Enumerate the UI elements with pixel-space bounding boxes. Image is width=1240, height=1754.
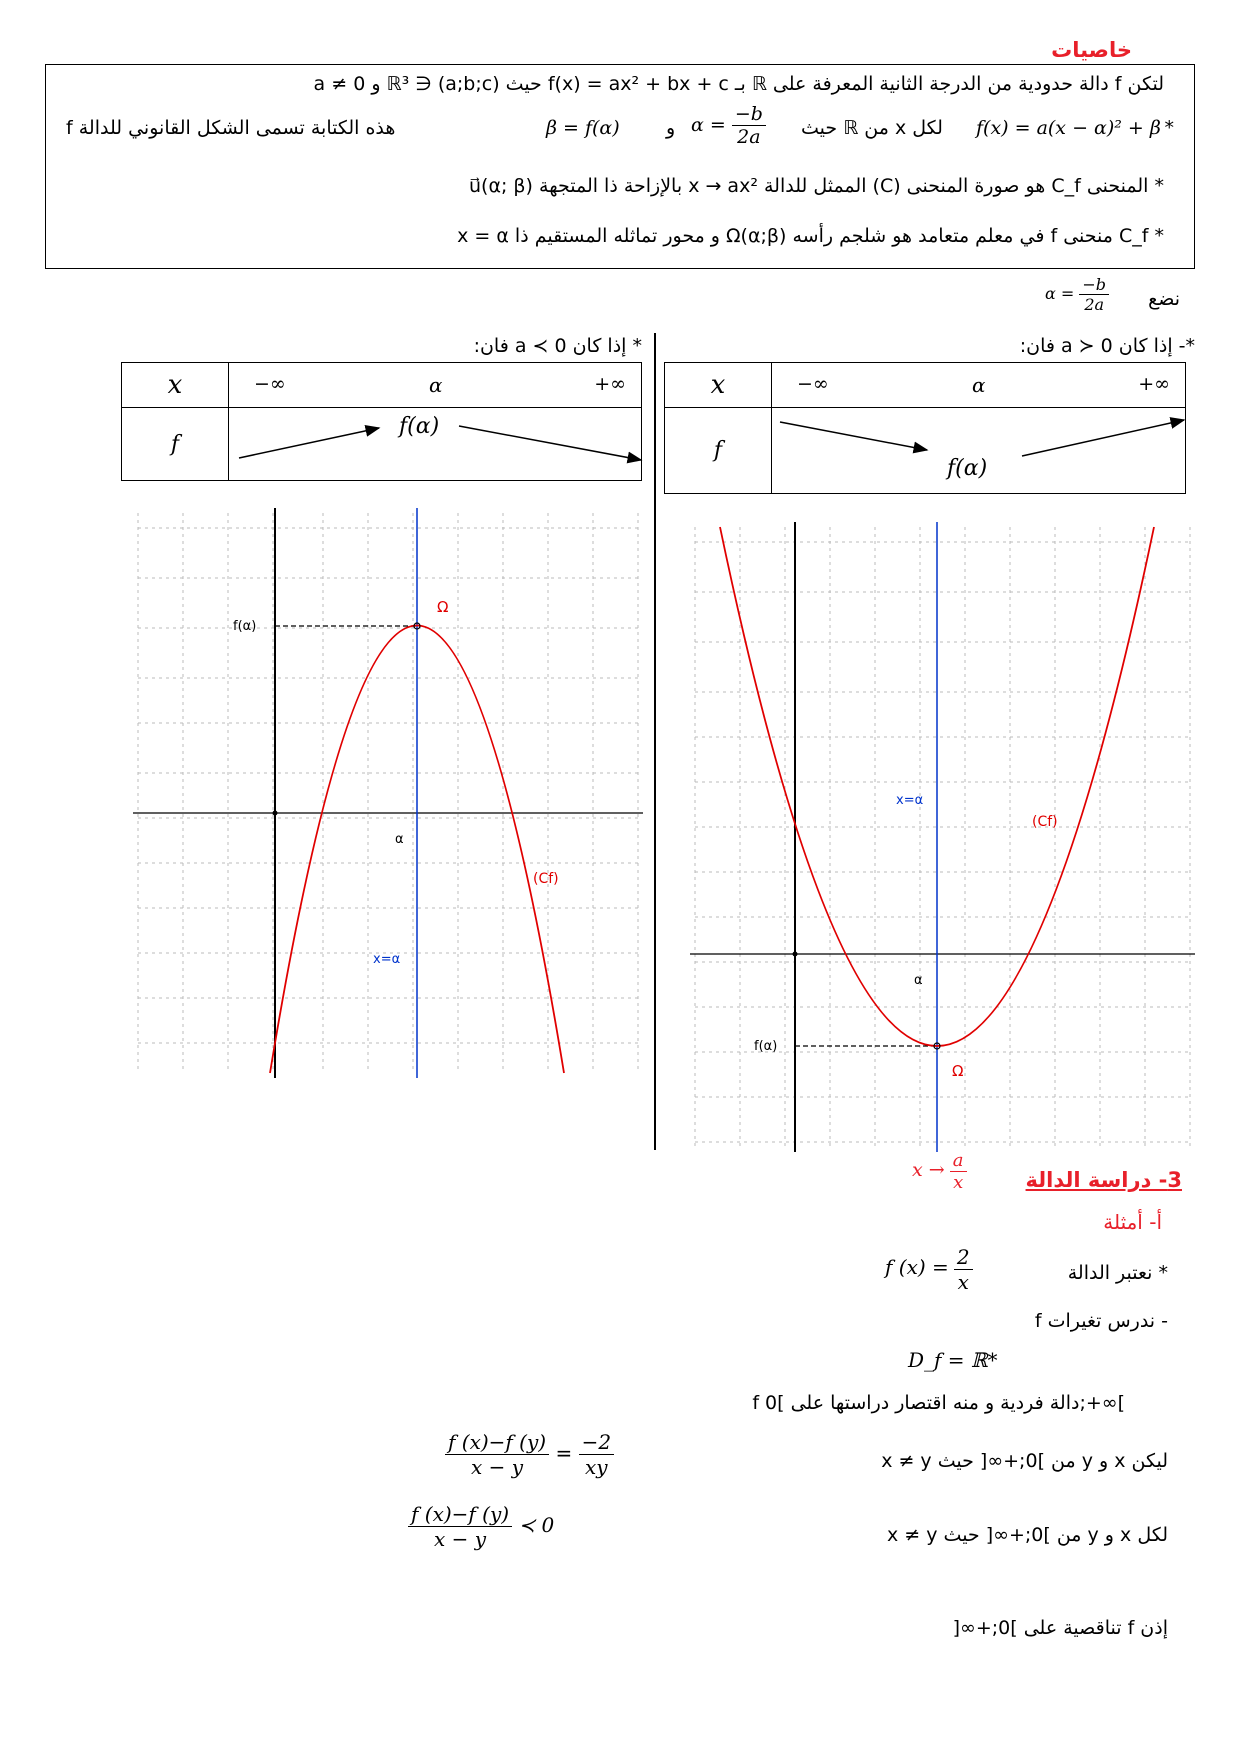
beta-def: β = f(α): [546, 117, 620, 139]
variation-table-negative: [121, 362, 642, 481]
table-x-header: x: [665, 363, 772, 408]
graph-f-alpha-label: f(α): [233, 619, 257, 634]
minus-infinity: −∞: [797, 373, 829, 395]
graph-curve-label: (Cf): [1032, 814, 1058, 830]
section-title: خاصيات: [1051, 38, 1132, 62]
property-line-1: لتكن f دالة حدودية من الدرجة الثانية المعرفة على ℝ بـ f(x) = ax² + bx + c حيث (a;b;c) ∈ ℝ³ و a ≠ 0: [313, 73, 1164, 95]
examples-heading: أ- أمثلة: [1103, 1210, 1162, 1234]
star: *: [1164, 117, 1174, 139]
consider-text: * نعتبر الدالة: [1067, 1262, 1168, 1284]
properties-box: [45, 64, 1195, 269]
table-alpha: α: [429, 373, 443, 397]
table-f-header: f: [665, 408, 772, 494]
for-all-text: لكل x من ℝ حيث: [801, 117, 943, 139]
graph-alpha-label: α: [914, 973, 923, 988]
forall-text: لكل x و y من ]0;+∞[ حيث x ≠ y: [887, 1524, 1168, 1546]
case-positive-label: *- إذا كان a ≻ 0 فان:: [1019, 335, 1195, 357]
table-alpha: α: [972, 373, 986, 397]
part3-title: 3- دراسة الدالة: [1025, 1168, 1182, 1192]
case-negative-label: * إذا كان a ≺ 0 فان:: [473, 335, 642, 357]
alpha-def: α = $\frac{-b}{2a}$: [691, 103, 766, 148]
and-word: و: [666, 117, 676, 139]
canonical-text: هذه الكتابة تسمى الشكل القانوني للدالة f: [66, 117, 396, 139]
conclusion-text: إذن f تناقصية على ]0;+∞[: [952, 1617, 1168, 1639]
graph-f-alpha-label: f(α): [754, 1039, 778, 1054]
graph-omega-label: Ω: [952, 1062, 964, 1080]
graph-curve-label: (Cf): [533, 871, 559, 887]
property-line-2: [66, 103, 1174, 148]
plus-infinity: +∞: [1138, 373, 1170, 395]
table-f-alpha: f(α): [947, 456, 988, 481]
rate-of-change: $\frac{f (x)-f (y)}{x - y}$ = $\frac{-2}{xy}$: [445, 1430, 614, 1479]
f-definition: f (x) = $\frac{2}{x}$: [885, 1245, 973, 1294]
rate-negative: $\frac{f (x)-f (y)}{x - y}$ ≺ 0: [408, 1502, 554, 1551]
column-separator: [654, 333, 656, 1150]
minus-infinity: −∞: [254, 373, 286, 395]
table-x-header: x: [122, 363, 229, 408]
graph-axis-label: x=α: [896, 793, 924, 808]
graph-alpha-label: α: [395, 832, 404, 847]
put-label: نضع: [1148, 288, 1180, 310]
graph-axis-label: x=α: [373, 952, 401, 967]
property-line-3: * المنحنى C_f هو صورة المنحنى (C) الممثل للدالة x → ax² بالإزاحة ذا المتجهة u⃗(α; β): [469, 175, 1164, 197]
part3-func: x → $\frac{a}{x}$: [912, 1150, 967, 1193]
graph-negative: [133, 508, 643, 1078]
put-alpha: α = $\frac{-b}{2a}$: [1045, 275, 1109, 314]
variation-arrows-positive: [772, 408, 1186, 494]
graph-positive: [690, 522, 1195, 1152]
table-f-alpha: f(α): [399, 414, 440, 439]
table-f-header: f: [122, 408, 229, 481]
plus-infinity: +∞: [594, 373, 626, 395]
property-line-4: * C_f منحنى f في معلم متعامد هو شلجم رأسه Ω(α;β) و محور تماثله المستقيم ذا x = α: [457, 225, 1164, 247]
canonical-formula: f(x) = a(x − α)² + β: [976, 117, 1161, 139]
study-text: - ندرس تغيرات f: [1034, 1310, 1168, 1332]
domain: D_f = ℝ*: [908, 1348, 998, 1372]
variation-table-positive: [664, 362, 1186, 494]
let-text: ليكن x و y من ]0;+∞[ حيث x ≠ y: [881, 1450, 1168, 1472]
odd-function-text: f دالة فردية و منه اقتصار دراستها على ]0;+∞[: [752, 1392, 1125, 1414]
graph-omega-label: Ω: [437, 598, 449, 616]
